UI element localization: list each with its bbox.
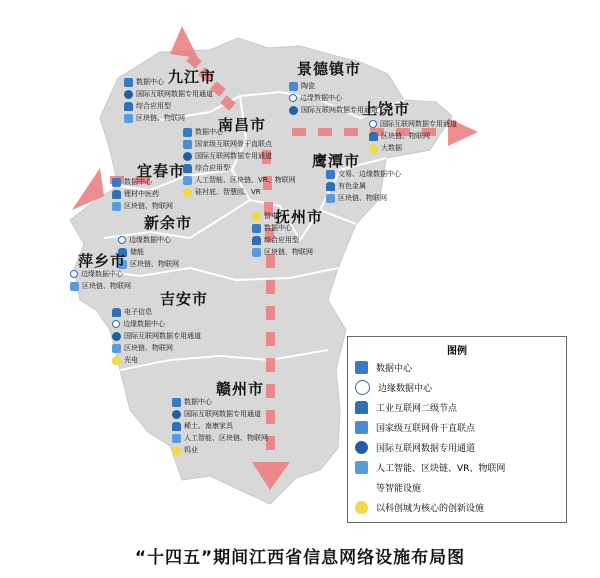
- city-item: [118, 234, 179, 246]
- city-items-xinyu: [118, 234, 179, 270]
- intl-channel-icon: [112, 332, 121, 341]
- backbone-node-icon: [355, 421, 368, 434]
- city-item: [112, 176, 173, 188]
- legend-title: 图例: [447, 346, 467, 357]
- city-item: [183, 174, 296, 186]
- legend-item-label: 人工智能、区块链、VR、物联网: [376, 463, 506, 474]
- city-item: [124, 100, 213, 112]
- city-item: [183, 150, 296, 162]
- city-items-yingtan: [326, 168, 401, 204]
- city-item-label: 智电: [264, 212, 278, 220]
- city-item: [112, 306, 201, 318]
- city-item-label: 边缘数据中心: [300, 94, 342, 102]
- city-item: [112, 318, 201, 330]
- city-item-label: 区块链、物联网: [124, 202, 173, 210]
- city-item: [183, 186, 296, 198]
- city-item-label: 钨业: [184, 446, 198, 454]
- data-center-icon: [172, 398, 181, 407]
- data-center-icon: [355, 361, 368, 374]
- data-center-icon: [252, 224, 261, 233]
- city-item-label: 人工智能、区块链、物联网: [184, 434, 268, 442]
- city-item: [252, 234, 313, 246]
- ai-blockchain-icon: [112, 202, 121, 211]
- city-item: [289, 80, 378, 92]
- city-item: [183, 138, 296, 150]
- city-item-label: 稀土、南康家具: [184, 422, 233, 430]
- legend-item: [348, 477, 566, 497]
- city-label-pingxiang: 萍乡市: [78, 252, 127, 270]
- city-label-fuzhou: 抚州市: [275, 208, 324, 226]
- edge-datacenter-icon: [289, 94, 297, 102]
- city-item-label: 电子信息: [124, 308, 152, 316]
- legend-item: [348, 377, 566, 397]
- city-item-label: 储能: [130, 248, 144, 256]
- legend-item: [348, 417, 566, 437]
- edge-datacenter-icon: [118, 236, 126, 244]
- city-item-label: 国际互联网数据专用通道: [184, 410, 261, 418]
- city-item-label: 数据中心: [184, 398, 212, 406]
- intl-channel-icon: [124, 90, 133, 99]
- legend-item: [348, 497, 566, 517]
- innovation-bulb-icon: [252, 212, 261, 221]
- backbone-node-icon: [183, 140, 192, 149]
- city-item: [369, 130, 457, 142]
- backbone-node-icon: [289, 82, 298, 91]
- city-item: [183, 162, 296, 174]
- city-item-label: 综合应用型: [195, 164, 230, 172]
- legend-item-label: 等智能设施: [376, 483, 422, 494]
- city-item: [112, 200, 173, 212]
- industrial-node-icon: [355, 401, 368, 414]
- city-item-label: 国际互联网数据专用通道: [136, 90, 213, 98]
- edge-datacenter-icon: [70, 270, 78, 278]
- legend-item-label: 数据中心: [376, 363, 413, 374]
- city-label-jingdezhen: 景德镇市: [297, 60, 362, 78]
- data-center-icon: [112, 178, 121, 187]
- city-item-label: 锂材中医药: [124, 190, 159, 198]
- city-item-label: 有色金属: [338, 182, 366, 190]
- city-label-jian: 吉安市: [160, 290, 209, 308]
- city-item: [369, 142, 457, 154]
- city-label-shangrao: 上饶市: [362, 100, 411, 118]
- intl-channel-icon: [355, 441, 368, 454]
- ai-blockchain-icon: [252, 248, 261, 257]
- city-item: [124, 88, 213, 100]
- city-items-jiujiang: [124, 76, 213, 124]
- city-item: [252, 222, 313, 234]
- ai-blockchain-icon: [124, 114, 133, 123]
- industrial-node-icon: [326, 182, 335, 191]
- city-item-label: 交易、边缘数据中心: [338, 170, 401, 178]
- data-center-icon: [183, 128, 192, 137]
- city-item-label: 综合应用型: [136, 102, 171, 110]
- edge-datacenter-icon: [112, 320, 120, 328]
- ai-blockchain-icon: [355, 461, 368, 474]
- innovation-bulb-icon: [172, 446, 181, 455]
- city-items-ganzhou: [172, 396, 268, 456]
- city-label-nanchang: 南昌市: [218, 116, 267, 134]
- innovation-bulb-icon: [355, 501, 368, 514]
- industrial-node-icon: [112, 308, 121, 317]
- city-label-ganzhou: 赣州市: [216, 380, 265, 398]
- city-item: [172, 408, 268, 420]
- city-item-label: 数据中心: [136, 78, 164, 86]
- innovation-bulb-icon: [369, 144, 378, 153]
- city-label-jiujiang: 九江市: [168, 68, 217, 86]
- city-item-label: 国际互联网数据专用通道: [124, 332, 201, 340]
- legend-spacer-icon: [355, 481, 368, 494]
- industrial-node-icon: [112, 190, 121, 199]
- city-item: [112, 354, 201, 366]
- city-item: [112, 188, 173, 200]
- city-item-label: 区块链、物联网: [136, 114, 185, 122]
- legend-item-label: 工业互联网二级节点: [376, 403, 458, 414]
- city-items-fuzhou: [252, 210, 313, 258]
- city-items-shangrao: [369, 118, 457, 154]
- city-item: [326, 180, 401, 192]
- city-item: [124, 76, 213, 88]
- data-center-icon: [326, 170, 335, 179]
- city-item-label: 区块链、物联网: [124, 344, 173, 352]
- ai-blockchain-icon: [326, 194, 335, 203]
- city-label-yichun: 宜春市: [137, 162, 186, 180]
- city-item: [252, 246, 313, 258]
- industrial-node-icon: [124, 102, 133, 111]
- ai-blockchain-icon: [172, 434, 181, 443]
- city-items-jian: [112, 306, 201, 366]
- city-items-pingxiang: [70, 268, 131, 292]
- city-item: [70, 268, 131, 280]
- innovation-bulb-icon: [183, 188, 192, 197]
- city-item-label: 数据中心: [195, 128, 223, 136]
- city-label-yingtan: 鹰潭市: [312, 152, 361, 170]
- city-item-label: 边缘数据中心: [81, 270, 123, 278]
- city-label-xinyu: 新余市: [144, 214, 193, 232]
- city-items-nanchang: [183, 126, 296, 198]
- legend-item: [348, 457, 566, 477]
- legend-item-label: 边缘数据中心: [378, 383, 433, 394]
- city-item: [118, 246, 179, 258]
- city-items-yichun: [112, 176, 173, 212]
- ai-blockchain-icon: [112, 344, 121, 353]
- city-item-label: 区块链、物联网: [338, 194, 387, 202]
- city-item-label: 边缘数据中心: [129, 236, 171, 244]
- city-item: [172, 420, 268, 432]
- city-item: [112, 342, 201, 354]
- legend-item-label: 以科创城为核心的创新设施: [376, 503, 485, 514]
- city-item: [326, 192, 401, 204]
- city-item-label: 数据中心: [124, 178, 152, 186]
- edge-datacenter-icon: [355, 380, 370, 395]
- innovation-bulb-icon: [112, 356, 121, 365]
- industrial-node-icon: [369, 132, 378, 141]
- city-item-label: 人工智能、区块链、VR、物联网: [195, 176, 296, 184]
- legend-item: [348, 397, 566, 417]
- industrial-node-icon: [252, 236, 261, 245]
- city-item-label: 国际互联网数据专用通道: [301, 106, 378, 114]
- city-item-label: 数据中心: [264, 224, 292, 232]
- legend-item: [348, 437, 566, 457]
- city-item-label: 硅衬底、智慧园、VR: [195, 188, 261, 196]
- city-item-label: 区块链、物联网: [381, 132, 430, 140]
- city-item-label: 大数据: [381, 144, 402, 152]
- legend: [347, 336, 567, 523]
- map-caption: “十四五”期间江西省信息网络设施布局图: [134, 548, 466, 568]
- city-item: [112, 330, 201, 342]
- city-item: [183, 126, 296, 138]
- city-item-label: 国际互联网数据专用通道: [380, 120, 457, 128]
- city-item: [70, 280, 131, 292]
- legend-item-label: 国际互联网数据专用通道: [376, 443, 476, 454]
- industrial-node-icon: [172, 422, 181, 431]
- city-item-label: 边缘数据中心: [123, 320, 165, 328]
- ai-blockchain-icon: [70, 282, 79, 291]
- city-item-label: 光电: [124, 356, 138, 364]
- city-item: [326, 168, 401, 180]
- city-item: [172, 444, 268, 456]
- intl-channel-icon: [172, 410, 181, 419]
- city-item: [369, 118, 457, 130]
- city-item-label: 陶瓷: [301, 82, 315, 90]
- legend-item-label: 国家级互联网骨干直联点: [376, 423, 476, 434]
- data-center-icon: [124, 78, 133, 87]
- legend-item: [348, 357, 566, 377]
- city-item-label: 国际互联网数据专用通道: [195, 152, 272, 160]
- intl-channel-icon: [289, 106, 298, 115]
- city-item-label: 国家级互联网骨干直联点: [195, 140, 272, 148]
- city-item: [252, 210, 313, 222]
- city-item: [124, 112, 213, 124]
- city-item-label: 区块链、物联网: [264, 248, 313, 256]
- city-item-label: 综合应用型: [264, 236, 299, 244]
- edge-datacenter-icon: [369, 120, 377, 128]
- city-item: [172, 396, 268, 408]
- city-item: [172, 432, 268, 444]
- city-item-label: 区块链、物联网: [130, 260, 179, 268]
- city-item-label: 区块链、物联网: [82, 282, 131, 290]
